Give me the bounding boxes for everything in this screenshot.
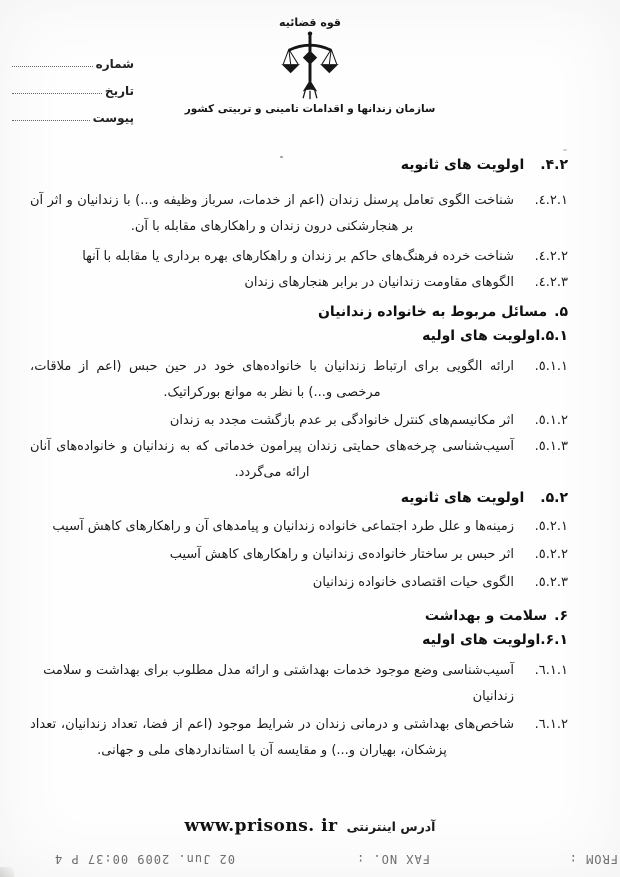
fax-number-label: FAX NO. : (355, 852, 430, 866)
section-title: سلامت و بهداشت (424, 608, 548, 624)
scan-corner-smudge (0, 867, 14, 877)
item-number: ٥.١.٣. (534, 439, 568, 454)
section-heading-5-2 (30, 490, 568, 506)
item-number: ٥.٢.٣. (534, 575, 568, 590)
scan-speck (563, 149, 567, 151)
item-text: شناخت خرده فرهنگ‌های حاکم بر زندان و راهکارهای بهره برداری یا مقابله با آنها (82, 249, 514, 264)
document-body (30, 157, 568, 764)
item-number: ٥.١.٢. (534, 413, 568, 428)
web-address-label: آدرس اینترنتی (346, 819, 436, 834)
list-item-6-1-2 (30, 712, 568, 764)
item-number: ٤.٢.٣. (534, 275, 568, 290)
item-number: ٥.٢.٢. (534, 547, 568, 562)
item-text: ارائه الگویی برای ارتباط زندانیان با خانواده‌های خود در حین حبس (اعم از ملاقات، مرخصی و...) با نظر به موانع بورکراتیک. (30, 359, 514, 400)
section-title: اولویت های ثانویه (400, 490, 525, 506)
organization-name: سازمان زندانها و اقدامات تامینی و تربیتی کشور (184, 103, 436, 115)
list-item-5-1-1 (30, 354, 568, 406)
attachment-field-dotted-line (12, 120, 90, 121)
item-number: ٤.٢.١. (534, 193, 568, 208)
item-text: شناخت الگوی تعامل پرسنل زندان (اعم از خدمات، سرباز وظیفه و...) با زندانیان و اثر آن بر هنجارشکنی درون زندان و راهکارهای مقابله با آن. (30, 193, 514, 234)
subsection-heading-5-1: ۵.۱.اولویت های اولیه (422, 328, 568, 344)
attachment-field-label: پیوست (92, 111, 134, 125)
list-item-4-2-2 (30, 244, 568, 270)
fax-header-line (0, 848, 620, 866)
section-number: ۵. (554, 304, 568, 320)
subsection-heading-6-1: ۶.۱.اولویت های اولیه (422, 632, 568, 648)
scales-of-justice-icon (279, 30, 341, 100)
item-text: اثر مکانیسم‌های کنترل خانوادگی بر عدم بازگشت مجدد به زندان (169, 413, 514, 428)
list-item-5-2-2 (30, 542, 568, 568)
list-item-5-2-1 (30, 514, 568, 540)
item-text: الگوهای مقاومت زندانیان در برابر هنجارهای زندان (244, 275, 514, 290)
fax-from-label: FROM : (568, 852, 618, 866)
number-field-label: شماره (95, 57, 134, 71)
item-number: ٦.١.٢. (534, 717, 568, 732)
section-heading-6 (30, 608, 568, 624)
item-text: زمینه‌ها و علل طرد اجتماعی خانواده زندانیان و پیامدهای آن و راهکارهای کاهش آسیب (52, 519, 514, 534)
letterhead-logo-block (0, 16, 620, 100)
list-item-5-1-2 (30, 408, 568, 434)
item-text: الگوی حیات اقتصادی خانواده زندانیان (312, 575, 514, 590)
section-number: ۵.۲. (540, 490, 568, 506)
web-address-url: www.prisons. ir (184, 816, 338, 836)
item-number: ٥.١.١. (534, 359, 568, 374)
section-number: ۴.۲. (540, 157, 568, 173)
section-heading-4-2 (30, 157, 568, 173)
item-text: آسیب‌شناسی وضع موجود خدمات بهداشتی و ارائه مدل مطلوب برای بهداشت و سلامت زندانیان (43, 663, 514, 704)
date-field-label: تاریخ (104, 84, 134, 98)
fax-timestamp: 02 Jun. 2009 00:37 P 4 (54, 852, 235, 866)
judiciary-caption: قوه قضائیه (279, 16, 341, 29)
item-number: ٤.٢.٢. (534, 249, 568, 264)
section-title: مسائل مربوط به خانواده زندانیان (317, 304, 548, 320)
list-item-5-1-3 (30, 434, 568, 486)
item-text: آسیب‌شناسی چرخه‌های حمایتی زندان پیرامون خدماتی که به زندانیان و خانواده‌های آنان ارائه می‌گردد. (30, 439, 514, 480)
list-item-6-1-1 (30, 658, 568, 710)
item-number: ٥.٢.١. (534, 519, 568, 534)
list-item-5-2-3 (30, 570, 568, 596)
section-title: اولویت های ثانویه (400, 157, 525, 173)
section-number: ۶. (554, 608, 568, 624)
section-heading-5 (30, 304, 568, 320)
item-number: ٦.١.١. (534, 663, 568, 678)
list-item-4-2-1 (30, 188, 568, 240)
item-text: اثر حبس بر ساختار خانواده‌ی زندانیان و راهکارهای کاهش آسیب (169, 547, 514, 562)
list-item-4-2-3 (30, 270, 568, 296)
item-text: شاخص‌های بهداشتی و درمانی زندان در شرایط موجود (اعم از فضا، تعداد زندانیان، تعداد پزشکان، بهیاران و...) و مقایسه آن با استانداردهای ملی و جهانی. (30, 717, 514, 758)
web-address (0, 816, 620, 836)
